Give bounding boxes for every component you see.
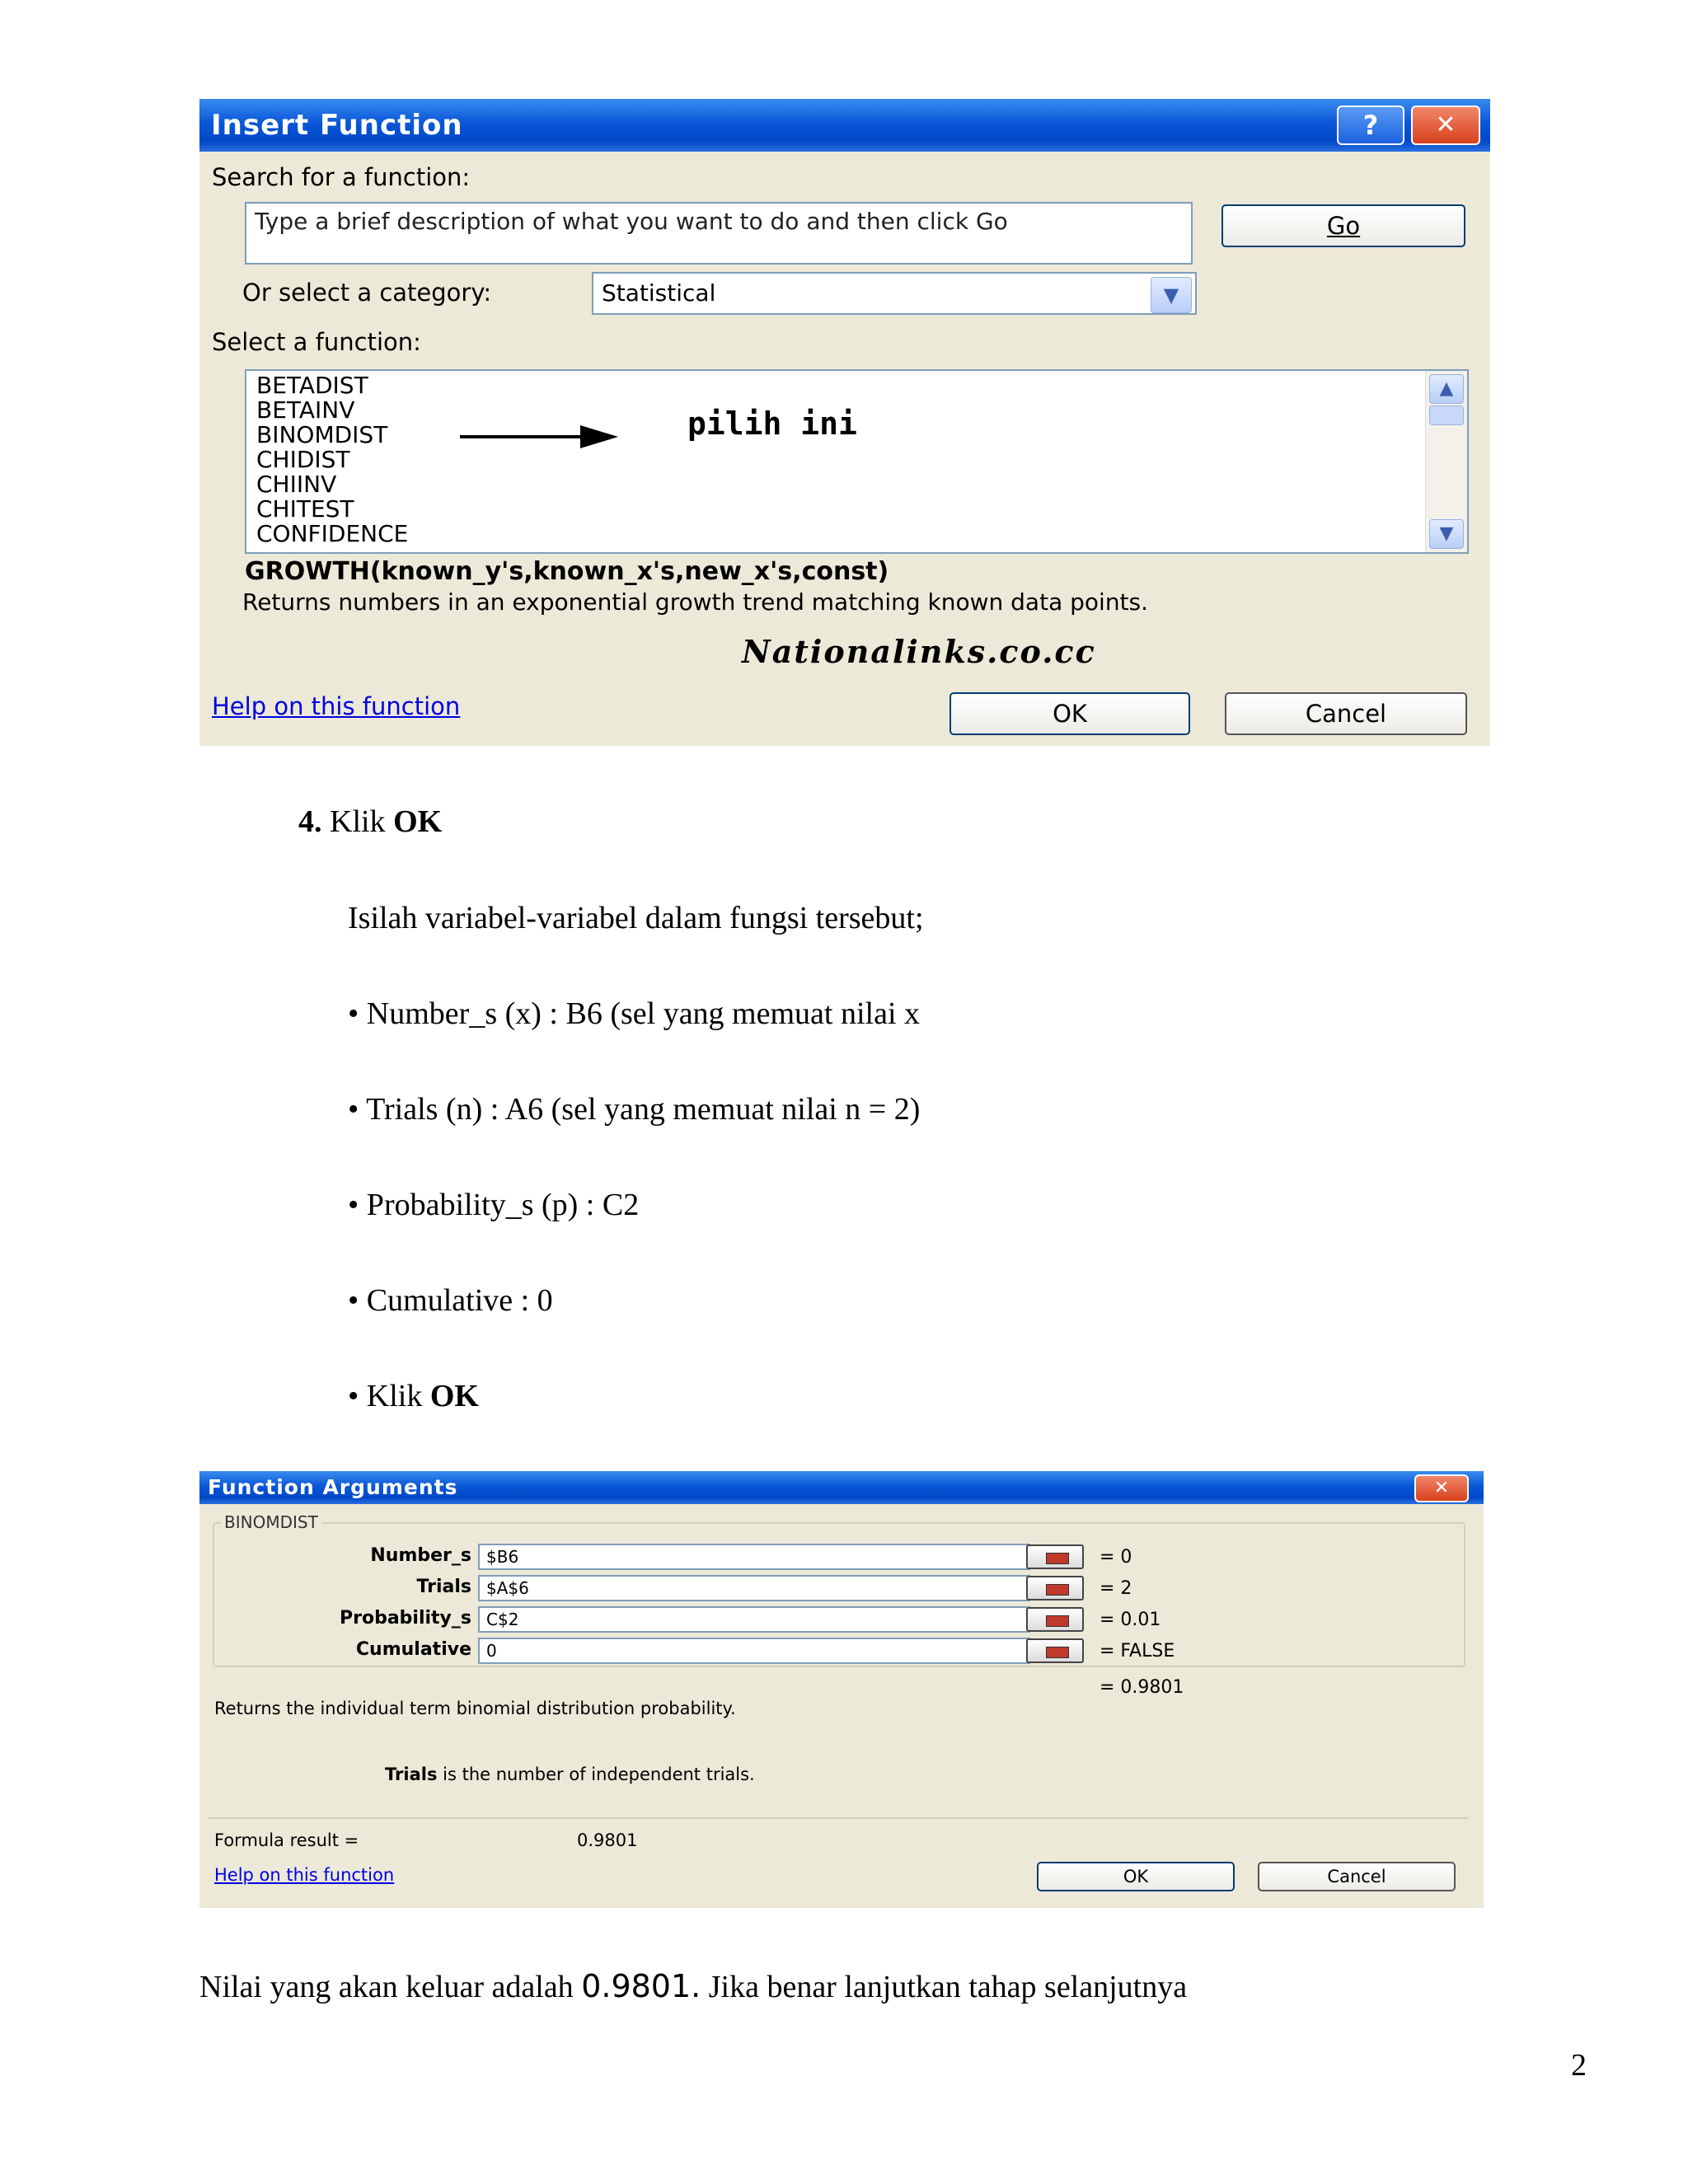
page-number: 2 <box>1571 2048 1587 2083</box>
close-icon[interactable]: ✕ <box>1414 1474 1469 1502</box>
arg-label: Trials <box>416 1577 471 1597</box>
list-item[interactable]: BETAINV <box>256 396 355 424</box>
scroll-down-icon[interactable]: ▼ <box>1429 519 1464 549</box>
bullet-item: • Number_s (x) : B6 (sel yang memuat nilai x <box>348 996 921 1031</box>
function-list[interactable] <box>245 369 1469 554</box>
go-button[interactable]: Go <box>1221 204 1465 247</box>
cancel-button[interactable]: Cancel <box>1225 692 1467 735</box>
chevron-down-icon[interactable]: ▼ <box>1151 277 1192 313</box>
list-item[interactable]: CHIDIST <box>256 446 350 473</box>
scroll-up-icon[interactable]: ▲ <box>1429 374 1464 404</box>
bullet-item: • Cumulative : 0 <box>348 1283 553 1318</box>
cancel-button[interactable]: Cancel <box>1258 1862 1456 1891</box>
list-item[interactable]: CHIINV <box>256 471 337 498</box>
scrollbar[interactable] <box>1425 371 1467 552</box>
arg-result: = 0.01 <box>1100 1610 1161 1630</box>
dialog-title: Function Arguments <box>199 1471 1484 1504</box>
ok-button[interactable]: OK <box>950 692 1190 735</box>
ok-button[interactable]: OK <box>1037 1862 1235 1891</box>
collapse-dialog-icon[interactable] <box>1026 1544 1084 1569</box>
step-instruction <box>298 804 442 840</box>
result-value: 0.9801. <box>581 1968 701 2004</box>
category-value: Statistical <box>602 279 716 307</box>
probability-s-field[interactable]: C$2 <box>478 1606 1030 1633</box>
divider <box>208 1817 1469 1819</box>
bullet-item: • Trials (n) : A6 (sel yang memuat nilai n = 2) <box>348 1092 921 1127</box>
search-label: Search for a function: <box>212 163 471 191</box>
argument-help-name: Trials <box>385 1765 438 1784</box>
arrow-icon <box>457 420 621 453</box>
arg-label: Probability_s <box>339 1608 471 1629</box>
search-input[interactable]: Type a brief description of what you want to do and then click Go <box>245 202 1193 265</box>
function-description: Returns numbers in an exponential growth trend matching known data points. <box>242 588 1149 616</box>
intro-text: Isilah variabel-variabel dalam fungsi tersebut; <box>348 901 924 935</box>
cumulative-field[interactable]: 0 <box>478 1638 1030 1664</box>
arg-label: Cumulative <box>355 1639 471 1660</box>
arg-label: Number_s <box>370 1545 471 1566</box>
step-number: 4. <box>298 804 322 839</box>
trials-field[interactable]: $A$6 <box>478 1575 1030 1601</box>
help-link[interactable]: Help on this function <box>212 692 461 720</box>
help-icon[interactable]: ? <box>1337 105 1404 145</box>
insert-function-dialog <box>199 99 1490 746</box>
bullet-text: • Klik <box>348 1379 423 1413</box>
argument-help <box>385 1765 755 1784</box>
bullet-bold: OK <box>429 1379 479 1413</box>
close-icon[interactable]: ✕ <box>1411 105 1480 145</box>
function-arguments-dialog <box>199 1471 1484 1908</box>
collapse-dialog-icon[interactable] <box>1026 1607 1084 1632</box>
step-text: Klik <box>330 804 386 839</box>
arg-result: = FALSE <box>1100 1641 1175 1661</box>
list-item[interactable]: BETADIST <box>256 372 368 399</box>
result-text-before: Nilai yang akan keluar adalah <box>199 1970 574 2004</box>
group-label: BINOMDIST <box>221 1512 321 1532</box>
list-item[interactable]: CHITEST <box>256 495 354 523</box>
help-link[interactable]: Help on this function <box>214 1865 395 1885</box>
arg-result: = 2 <box>1100 1578 1132 1599</box>
collapse-dialog-icon[interactable] <box>1026 1576 1084 1601</box>
result-paragraph <box>199 1968 1187 2005</box>
argument-help-text: is the number of independent trials. <box>443 1765 755 1784</box>
category-label: Or select a category: <box>242 279 492 307</box>
dialog-title: Insert Function <box>199 99 1490 152</box>
watermark: Nationalinks.co.cc <box>742 633 1096 670</box>
number-s-field[interactable]: $B6 <box>478 1544 1030 1570</box>
function-description: Returns the individual term binomial distribution probability. <box>214 1699 736 1718</box>
list-item[interactable]: BINOMDIST <box>256 421 388 448</box>
scroll-thumb[interactable] <box>1429 405 1464 425</box>
annotation-text: pilih ini <box>687 405 857 442</box>
arg-result: = 0 <box>1100 1547 1132 1568</box>
select-function-label: Select a function: <box>212 328 421 356</box>
function-signature: GROWTH(known_y's,known_x's,new_x's,const) <box>245 557 889 586</box>
overall-result: = 0.9801 <box>1100 1677 1184 1698</box>
step-bold: OK <box>393 804 443 839</box>
formula-result-value: 0.9801 <box>577 1830 638 1850</box>
result-text-after: Jika benar lanjutkan tahap selanjutnya <box>708 1970 1188 2004</box>
category-select[interactable] <box>592 272 1197 315</box>
list-item[interactable]: CONFIDENCE <box>256 520 409 547</box>
collapse-dialog-icon[interactable] <box>1026 1638 1084 1663</box>
bullet-item: • Probability_s (p) : C2 <box>348 1188 640 1222</box>
bullet-item-klik-ok <box>348 1378 479 1414</box>
formula-result-label: Formula result = <box>214 1830 359 1850</box>
